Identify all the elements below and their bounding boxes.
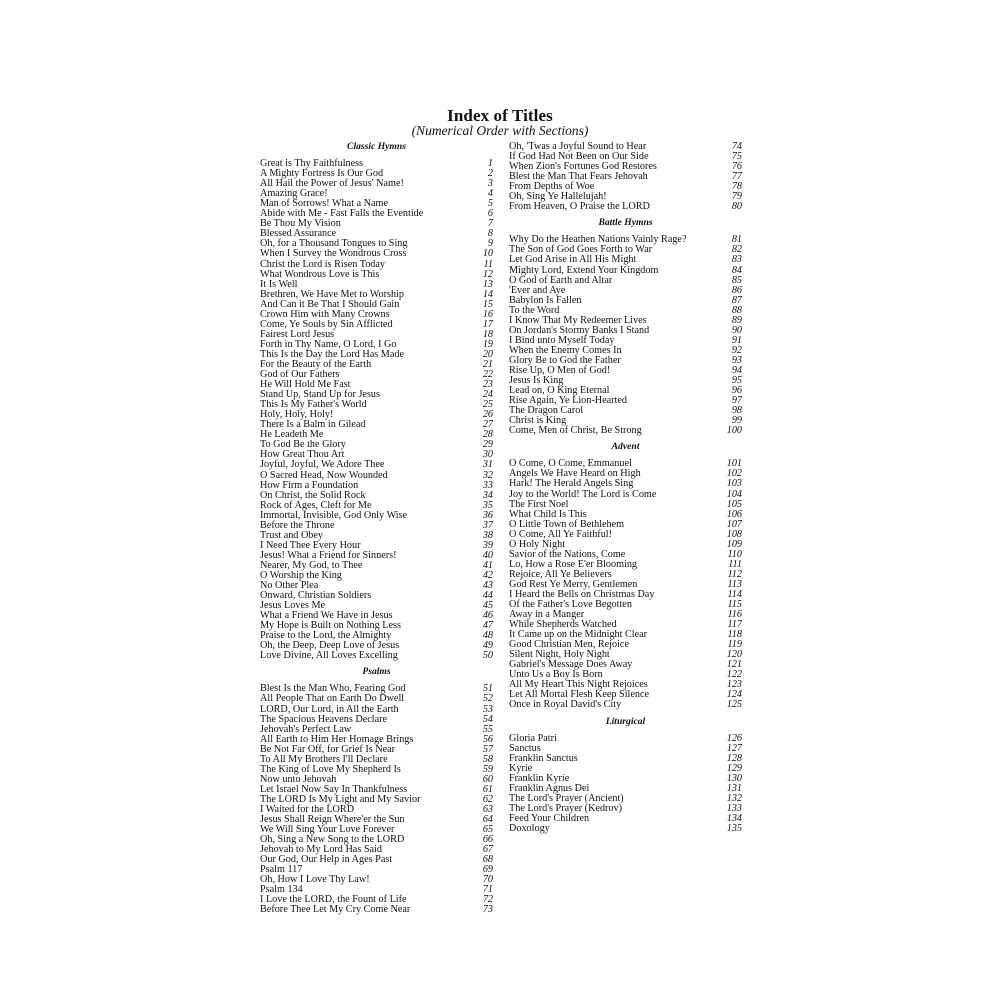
- entry-title: I Heard the Bells on Christmas Day: [509, 588, 655, 600]
- entry-title: Be Not Far Off, for Grief Is Near: [260, 743, 396, 755]
- entry-number: 56: [482, 733, 493, 745]
- entry-title: To God Be the Glory: [260, 439, 346, 451]
- entry-number: 133: [726, 802, 742, 814]
- entry-number: 105: [726, 498, 742, 510]
- entry-title: O Come, O Come, Emmanuel: [509, 458, 632, 470]
- entry-number: 107: [726, 518, 742, 530]
- entry-number: 7: [487, 218, 493, 230]
- index-entry: [509, 824, 742, 834]
- entry-title: Blest the Man That Fears Jehovah: [509, 171, 648, 183]
- entry-title: Come, Men of Christ, Be Strong: [509, 425, 642, 437]
- entry-number: 15: [482, 298, 493, 310]
- entry-title: Be Thou My Vision: [260, 218, 341, 230]
- entry-title: I Waited for the LORD: [260, 804, 355, 815]
- index-entry: [509, 202, 742, 212]
- entry-title: Holy, Holy, Holy!: [260, 409, 334, 421]
- entry-number: 33: [482, 479, 493, 491]
- entry-title: What Wondrous Love is This: [260, 268, 380, 280]
- entry-title: O God of Earth and Altar: [509, 274, 613, 286]
- entry-number: 113: [727, 578, 742, 590]
- entry-number: 69: [482, 864, 493, 876]
- entry-number: 3: [487, 178, 493, 190]
- entry-title: When I Survey the Wondrous Cross: [260, 248, 407, 260]
- entry-number: 6: [487, 208, 493, 220]
- entry-title: There Is a Balm in Gilead: [260, 419, 366, 431]
- entry-number: 35: [482, 499, 493, 511]
- entry-title: How Great Thou Art: [260, 449, 345, 461]
- entry-title: Jesus Is King: [509, 375, 564, 387]
- entry-title: Joyful, Joyful, We Adore Thee: [260, 459, 385, 471]
- entry-number: 112: [727, 568, 742, 580]
- entry-title: All Earth to Him Her Homage Brings: [260, 733, 414, 745]
- entry-number: 124: [726, 689, 742, 701]
- entry-title: The King of Love My Shepherd Is: [260, 763, 401, 775]
- entry-title: Oh, for a Thousand Tongues to Sing: [260, 238, 408, 250]
- entry-number: 97: [731, 395, 742, 407]
- entry-title: Away in a Manger: [509, 609, 585, 621]
- entry-number: 71: [482, 884, 493, 896]
- entry-number: 87: [731, 294, 742, 306]
- entry-number: 65: [482, 824, 493, 836]
- entry-number: 30: [482, 449, 493, 461]
- entry-number: 22: [482, 369, 493, 381]
- index-entry: [509, 754, 742, 764]
- entry-number: 115: [727, 599, 742, 611]
- section-liturgical: [509, 717, 742, 835]
- entry-number: 2: [487, 168, 493, 180]
- entry-number: 5: [487, 198, 493, 210]
- entry-title: O Worship the King: [260, 569, 342, 581]
- entry-title: Psalm 134: [260, 884, 303, 896]
- entry-title: To All My Brothers I'll Declare: [260, 753, 388, 765]
- entry-title: Gloria Patri: [509, 732, 557, 744]
- entry-title: LORD, Our Lord, in All the Earth: [260, 703, 399, 715]
- entry-number: 57: [482, 743, 493, 755]
- entry-title: Kyrie: [509, 762, 533, 774]
- entry-number: 95: [731, 375, 742, 387]
- entry-number: 117: [727, 619, 742, 631]
- entry-title: Amazing Grace!: [260, 188, 328, 200]
- entry-number: 88: [731, 304, 742, 316]
- entry-title: For the Beauty of the Earth: [260, 358, 372, 370]
- entry-title: Lo, How a Rose E'er Blooming: [509, 558, 638, 570]
- entry-number: 55: [482, 723, 493, 735]
- entry-title: He Will Hold Me Fast: [260, 379, 351, 391]
- entry-title: Come, Ye Souls by Sin Afflicted: [260, 318, 393, 330]
- entry-title: When the Enemy Comes In: [509, 344, 622, 356]
- entry-title: Feed Your Children: [509, 812, 590, 824]
- entry-title: We Will Sing Your Love Forever: [260, 824, 395, 836]
- entry-title: Before Thee Let My Cry Come Near: [260, 904, 411, 916]
- entry-number: 110: [727, 548, 742, 560]
- entry-number: 19: [482, 338, 493, 350]
- entry-title: Nearer, My God, to Thee: [260, 559, 363, 571]
- entry-number: 38: [482, 529, 493, 541]
- entry-title: Why Do the Heathen Nations Vainly Rage?: [509, 234, 687, 246]
- entry-number: 104: [726, 488, 742, 500]
- index-entry: [509, 700, 742, 710]
- entry-title: Jesus Loves Me: [260, 600, 326, 612]
- entry-number: 58: [482, 753, 493, 765]
- entry-number: 68: [482, 854, 493, 866]
- index-entry: [509, 479, 742, 489]
- entry-number: 134: [726, 812, 742, 824]
- entry-number: 91: [731, 334, 742, 346]
- page-title: Index of Titles: [447, 106, 553, 125]
- section-advent: [509, 442, 742, 710]
- entry-number: 37: [482, 519, 493, 531]
- entry-number: 8: [487, 228, 493, 240]
- entry-title: Rejoice, All Ye Believers: [509, 568, 612, 580]
- entry-number: 12: [482, 268, 493, 280]
- entry-number: 72: [482, 894, 493, 906]
- entry-number: 125: [726, 699, 742, 711]
- entry-number: 23: [482, 379, 493, 391]
- entry-title: Hark! The Herald Angels Sing: [509, 478, 634, 490]
- entry-title: O Little Town of Bethlehem: [509, 518, 625, 530]
- entry-title: I Know That My Redeemer Lives: [509, 314, 647, 326]
- entry-title: Brethren, We Have Met to Worship: [260, 288, 404, 300]
- entry-title: Blest Is the Man Who, Fearing God: [260, 683, 406, 695]
- entry-number: 53: [482, 703, 493, 715]
- entry-title: 'Ever and Aye: [509, 284, 566, 296]
- entry-number: 106: [726, 508, 742, 520]
- entry-number: 74: [731, 141, 742, 152]
- entry-number: 40: [482, 549, 493, 561]
- entry-number: 1: [487, 158, 493, 170]
- entry-number: 52: [482, 693, 493, 705]
- entry-title: Jesus Shall Reign Where'er the Sun: [260, 814, 405, 826]
- entry-number: 130: [726, 772, 742, 784]
- entry-number: 75: [731, 151, 742, 163]
- entry-title: Good Christian Men, Rejoice: [509, 639, 629, 651]
- entry-title: From Depths of Woe: [509, 181, 595, 193]
- entry-title: Sanctus: [509, 742, 541, 754]
- entry-title: From Heaven, O Praise the LORD: [509, 201, 650, 213]
- entry-number: 50: [482, 650, 493, 662]
- entry-number: 10: [482, 248, 493, 260]
- entry-number: 116: [727, 609, 742, 621]
- entry-title: Savior of the Nations, Come: [509, 548, 626, 560]
- entry-number: 63: [482, 804, 493, 815]
- entry-number: 98: [731, 405, 742, 417]
- entry-number: 76: [731, 161, 742, 173]
- entry-number: 100: [726, 425, 742, 437]
- entry-number: 41: [482, 559, 493, 571]
- entry-title: Oh, How I Love Thy Law!: [260, 874, 370, 886]
- entry-title: Man of Sorrows! What a Name: [260, 198, 388, 210]
- entry-number: 101: [726, 458, 742, 470]
- entry-title: What a Friend We Have in Jesus: [260, 610, 393, 622]
- entry-title: Rise Again, Ye Lion-Hearted: [509, 395, 627, 407]
- entry-title: This Is My Father's World: [260, 399, 367, 411]
- entry-title: Onward, Christian Soldiers: [260, 590, 372, 602]
- entry-number: 102: [726, 468, 742, 480]
- entry-number: 36: [482, 509, 493, 521]
- section-heading: Psalms: [362, 666, 391, 678]
- entry-title: Gabriel's Message Does Away: [509, 659, 633, 671]
- entry-title: Of the Father's Love Begotten: [509, 599, 632, 611]
- entry-number: 128: [726, 752, 742, 764]
- entry-number: 64: [482, 814, 493, 826]
- entry-number: 31: [482, 459, 493, 471]
- entry-number: 103: [726, 478, 742, 490]
- entry-number: 9: [487, 238, 493, 250]
- section-psalms: [260, 667, 493, 915]
- entry-title: Psalm 117: [260, 864, 303, 876]
- entry-number: 17: [482, 318, 493, 330]
- entry-number: 24: [482, 389, 493, 401]
- entry-title: Christ is King: [509, 415, 567, 427]
- right-column: [509, 142, 742, 834]
- entry-number: 122: [726, 669, 742, 681]
- entry-title: I Need Thee Every Hour: [260, 539, 361, 551]
- entry-title: And Can it Be That I Should Gain: [260, 298, 400, 310]
- entry-number: 82: [731, 244, 742, 256]
- entry-title: It Is Well: [260, 278, 298, 290]
- entry-number: 80: [731, 201, 742, 213]
- entry-number: 66: [482, 834, 493, 846]
- entry-number: 114: [727, 588, 742, 600]
- entry-title: Jesus! What a Friend for Sinners!: [260, 549, 397, 561]
- entry-number: 84: [731, 264, 742, 276]
- entry-title: God Rest Ye Merry, Gentlemen: [509, 578, 638, 590]
- entry-number: 18: [482, 328, 493, 340]
- entry-title: Rise Up, O Men of God!: [509, 364, 611, 376]
- entry-number: 49: [482, 640, 493, 652]
- entry-title: Let God Arise in All His Might: [509, 254, 637, 266]
- entry-number: 48: [482, 630, 493, 642]
- entry-number: 90: [731, 324, 742, 336]
- entry-number: 26: [482, 409, 493, 421]
- entry-title: No Other Plea: [260, 580, 319, 592]
- entry-number: 62: [482, 793, 493, 805]
- index-entry: [260, 249, 493, 259]
- entry-title: All My Heart This Night Rejoices: [509, 679, 648, 691]
- entry-title: Let All Mortal Flesh Keep Silence: [509, 689, 650, 701]
- entry-title: If God Had Not Been on Our Side: [509, 151, 649, 163]
- entry-title: The Son of God Goes Forth to War: [509, 244, 653, 256]
- entry-number: 127: [726, 742, 742, 754]
- entry-number: 11: [483, 258, 493, 270]
- entry-title: When Zion's Fortunes God Restores: [509, 161, 657, 173]
- entry-number: 44: [482, 590, 493, 602]
- index-entry: [509, 255, 742, 265]
- entry-number: 94: [731, 364, 742, 376]
- section-heading: Liturgical: [605, 715, 646, 727]
- entry-number: 42: [482, 569, 493, 581]
- entry-number: 126: [726, 732, 742, 744]
- entry-number: 109: [726, 538, 742, 550]
- entry-title: Our God, Our Help in Ages Past: [260, 854, 393, 866]
- entry-title: A Mighty Fortress Is Our God: [260, 168, 384, 180]
- entry-number: 28: [482, 429, 493, 441]
- entry-title: Once in Royal David's City: [509, 699, 622, 711]
- entry-title: O Sacred Head, Now Wounded: [260, 469, 388, 481]
- entry-title: Jehovah to My Lord Has Said: [260, 844, 382, 856]
- entry-number: 99: [731, 415, 742, 427]
- entry-number: 86: [731, 284, 742, 296]
- entry-number: 131: [726, 782, 742, 794]
- entry-number: 27: [482, 419, 493, 431]
- entry-title: O Holy Night: [509, 538, 566, 550]
- entry-title: Lead on, O King Eternal: [509, 385, 610, 397]
- entry-number: 120: [726, 649, 742, 661]
- entry-title: Fairest Lord Jesus: [260, 328, 335, 340]
- entry-title: Oh, 'Twas a Joyful Sound to Hear: [509, 141, 647, 152]
- entry-title: Silent Night, Holy Night: [509, 649, 610, 661]
- entry-title: Glory Be to God the Father: [509, 354, 621, 366]
- entry-number: 4: [487, 188, 493, 200]
- entry-title: Oh, Sing Ye Hallelujah!: [509, 191, 607, 203]
- entry-number: 67: [482, 844, 493, 856]
- entry-title: On Christ, the Solid Rock: [260, 489, 366, 501]
- index-entry: [509, 426, 742, 436]
- entry-title: All People That on Earth Do Dwell: [260, 693, 405, 705]
- entry-number: 81: [731, 234, 742, 246]
- entry-title: Praise to the Lord, the Almighty: [260, 630, 392, 642]
- entry-number: 132: [726, 792, 742, 804]
- entry-title: Now unto Jehovah: [260, 773, 337, 785]
- entry-number: 123: [726, 679, 742, 691]
- entry-title: It Came up on the Midnight Clear: [509, 629, 648, 641]
- entry-number: 20: [482, 348, 493, 360]
- entry-title: My Hope is Built on Nothing Less: [260, 620, 401, 632]
- entry-title: What Child Is This: [509, 508, 587, 520]
- entry-title: How Firm a Foundation: [260, 479, 359, 491]
- entry-title: Oh, Sing a New Song to the LORD: [260, 834, 405, 846]
- entry-number: 121: [726, 659, 742, 671]
- entry-title: Blessed Assurance: [260, 228, 337, 240]
- entry-number: 34: [482, 489, 493, 501]
- entry-title: Love Divine, All Loves Excelling: [260, 650, 398, 662]
- section-continued: [509, 142, 742, 212]
- entry-number: 83: [731, 254, 742, 266]
- entry-number: 45: [482, 600, 493, 612]
- entry-title: Great is Thy Faithfulness: [260, 158, 364, 170]
- entry-title: Abide with Me - Fast Falls the Eventide: [260, 208, 424, 220]
- entry-number: 108: [726, 528, 742, 540]
- entry-number: 77: [731, 171, 742, 183]
- entry-title: To the Word: [509, 304, 560, 316]
- entry-title: Rock of Ages, Cleft for Me: [260, 499, 372, 511]
- entry-number: 16: [482, 308, 493, 320]
- entry-title: Trust and Obey: [260, 529, 324, 541]
- left-column: [260, 142, 493, 916]
- entry-number: 43: [482, 580, 493, 592]
- entry-number: 13: [482, 278, 493, 290]
- entry-number: 89: [731, 314, 742, 326]
- entry-title: Joy to the World! The Lord is Come: [509, 488, 657, 500]
- entry-title: God of Our Fathers: [260, 369, 340, 381]
- section-classic-hymns: [260, 142, 493, 661]
- entry-number: 135: [726, 823, 742, 834]
- entry-title: This Is the Day the Lord Has Made: [260, 348, 405, 360]
- entry-number: 14: [482, 288, 493, 300]
- section-heading: Battle Hymns: [598, 217, 653, 229]
- entry-title: I Bind unto Myself Today: [509, 334, 615, 346]
- entry-title: Franklin Sanctus: [509, 752, 578, 764]
- index-entry: [509, 734, 742, 744]
- entry-title: Before the Throne: [260, 519, 335, 531]
- entry-title: The Dragon Carol: [509, 405, 584, 417]
- entry-title: He Leadeth Me: [260, 429, 324, 441]
- entry-title: Oh, the Deep, Deep Love of Jesus: [260, 640, 400, 652]
- entry-number: 70: [482, 874, 493, 886]
- entry-number: 47: [482, 620, 493, 632]
- entry-title: Let Israel Now Say In Thankfulness: [260, 783, 408, 795]
- entry-title: Christ the Lord is Risen Today: [260, 258, 386, 270]
- entry-title: Unto Us a Boy Is Born: [509, 669, 603, 681]
- page-subtitle: (Numerical Order with Sections): [411, 123, 589, 138]
- entry-number: 111: [728, 558, 742, 570]
- entry-title: Babylon Is Fallen: [509, 294, 582, 306]
- entry-title: I Love the LORD, the Fount of Life: [260, 894, 407, 906]
- entry-title: Angels We Have Heard on High: [509, 468, 641, 480]
- section-heading: Classic Hymns: [347, 141, 406, 152]
- entry-title: Franklin Kyrie: [509, 772, 570, 784]
- entry-title: The Lord's Prayer (Kedrov): [509, 802, 623, 814]
- entry-title: Stand Up, Stand Up for Jesus: [260, 389, 380, 401]
- entry-title: All Hail the Power of Jesus' Name!: [260, 178, 404, 190]
- entry-number: 46: [482, 610, 493, 622]
- entry-number: 59: [482, 763, 493, 775]
- entry-number: 73: [482, 904, 493, 916]
- entry-title: While Shepherds Watched: [509, 619, 617, 631]
- entry-number: 118: [727, 629, 742, 641]
- entry-number: 39: [482, 539, 493, 551]
- entry-title: The Lord's Prayer (Ancient): [509, 792, 624, 804]
- entry-title: Jehovah's Perfect Law: [260, 723, 352, 735]
- entry-title: Mighty Lord, Extend Your Kingdom: [509, 264, 659, 276]
- entry-number: 78: [731, 181, 742, 193]
- entry-title: Crown Him with Many Crowns: [260, 308, 390, 320]
- entry-number: 92: [731, 344, 742, 356]
- entry-title: Forth in Thy Name, O Lord, I Go: [260, 338, 397, 350]
- entry-number: 25: [482, 399, 493, 411]
- entry-number: 32: [482, 469, 493, 481]
- entry-number: 85: [731, 274, 742, 286]
- entry-number: 61: [482, 783, 493, 795]
- entry-title: Franklin Agnus Dei: [509, 782, 590, 794]
- entry-number: 129: [726, 762, 742, 774]
- entry-title: Immortal, Invisible, God Only Wise: [260, 509, 408, 521]
- entry-number: 51: [482, 683, 493, 695]
- entry-number: 29: [482, 439, 493, 451]
- entry-title: Doxology: [509, 823, 550, 834]
- entry-title: The First Noel: [509, 498, 569, 510]
- entry-title: O Come, All Ye Faithful!: [509, 528, 613, 540]
- entry-number: 60: [482, 773, 493, 785]
- section-battle-hymns: [509, 218, 742, 436]
- entry-number: 21: [482, 358, 493, 370]
- index-entry: [260, 905, 493, 915]
- entry-number: 96: [731, 385, 742, 397]
- entry-number: 119: [727, 639, 742, 651]
- entry-title: On Jordan's Stormy Banks I Stand: [509, 324, 650, 336]
- index-entry: [260, 460, 493, 470]
- index-entry: [260, 651, 493, 661]
- entry-title: The Spacious Heavens Declare: [260, 713, 388, 725]
- section-heading: Advent: [611, 441, 640, 453]
- entry-number: 79: [731, 191, 742, 203]
- entry-title: The LORD Is My Light and My Savior: [260, 793, 421, 805]
- entry-number: 54: [482, 713, 493, 725]
- entry-number: 93: [731, 354, 742, 366]
